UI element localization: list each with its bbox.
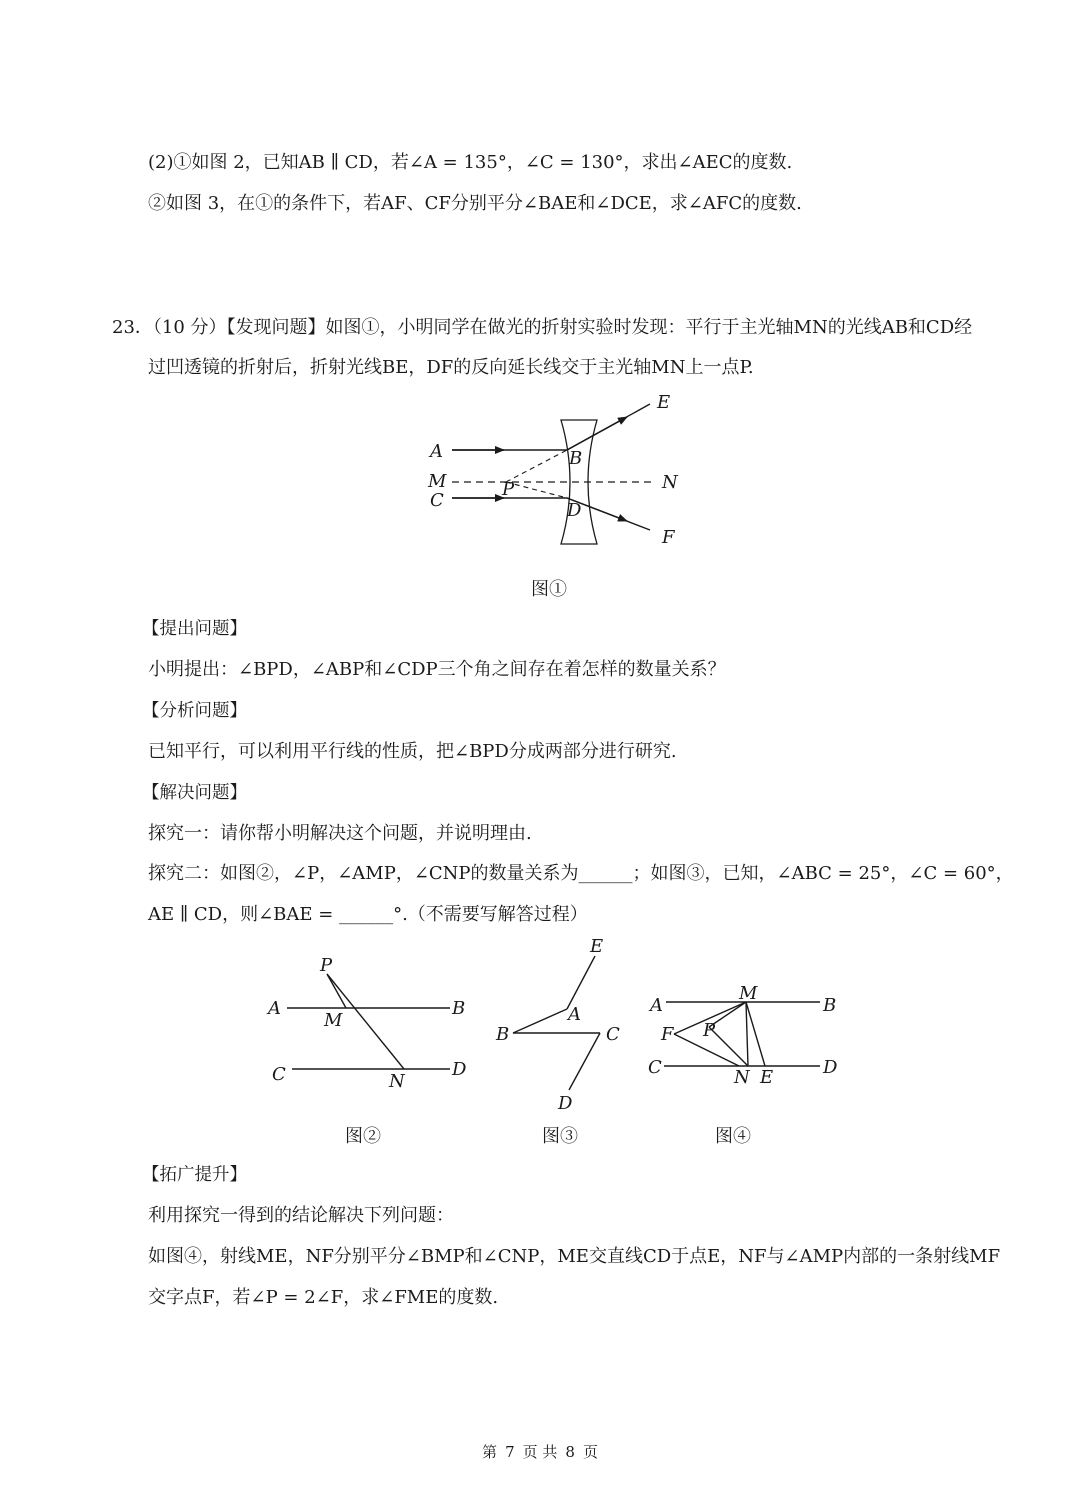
fig3-label-d: D bbox=[558, 1093, 573, 1114]
extend-text-2: 如图④，射线ME，NF分别平分∠BMP和∠CNP，ME交直线CD于点E，NF与∠AMP内部的一条射线MF bbox=[148, 1246, 1001, 1267]
fig3-label-b: B bbox=[496, 1024, 510, 1045]
fig4-label-c: C bbox=[648, 1057, 662, 1078]
fig1-label-n: N bbox=[662, 472, 678, 493]
fig1-label-a: A bbox=[430, 441, 443, 462]
section-solve-heading: 【解决问题】 bbox=[142, 783, 247, 803]
figure-4 bbox=[644, 980, 844, 1090]
fig1-label-b: B bbox=[569, 448, 583, 469]
q22-line-1: (2)①如图 2，已知AB ∥ CD，若∠A = 135°，∠C = 130°，求出∠AEC的度数. bbox=[148, 152, 793, 173]
q23-line-2: 过凹透镜的折射后，折射光线BE，DF的反向延长线交于主光轴MN上一点P. bbox=[148, 357, 754, 378]
fig3-segment-cd bbox=[569, 1033, 600, 1090]
fig3-label-c: C bbox=[606, 1024, 620, 1045]
figure-1-concave-lens bbox=[420, 388, 700, 558]
explore-1-text: 探究一：请你帮小明解决这个问题，并说明理由. bbox=[148, 823, 532, 844]
fig3-label-a: A bbox=[568, 1004, 581, 1025]
fig1-label-e: E bbox=[657, 392, 671, 413]
footer-page-number: 7 bbox=[505, 1443, 515, 1461]
figure-3 bbox=[490, 935, 630, 1115]
fig2-label-m: M bbox=[324, 1010, 343, 1031]
fig4-segment-me bbox=[746, 1002, 765, 1066]
fig4-label-p: P bbox=[703, 1020, 716, 1041]
section-extend-heading: 【拓广提升】 bbox=[142, 1165, 247, 1185]
fig4-label-a: A bbox=[650, 995, 663, 1016]
fig4-label-m: M bbox=[739, 983, 758, 1004]
figure-3-caption: 图③ bbox=[542, 1126, 578, 1147]
section-analyze-heading: 【分析问题】 bbox=[142, 701, 247, 721]
extension-pb bbox=[506, 450, 567, 482]
fig4-label-b: B bbox=[823, 995, 837, 1016]
figure-2 bbox=[262, 950, 482, 1100]
footer-suffix: 页 bbox=[582, 1443, 598, 1461]
footer-prefix: 第 bbox=[482, 1443, 498, 1461]
fig3-label-e: E bbox=[590, 936, 604, 957]
fig4-segment-mn bbox=[746, 1002, 748, 1066]
fig2-label-a: A bbox=[268, 998, 281, 1019]
fig2-label-c: C bbox=[272, 1064, 286, 1085]
fig1-label-p: P bbox=[502, 479, 515, 500]
analyze-text: 已知平行，可以利用平行线的性质，把∠BPD分成两部分进行研究. bbox=[148, 741, 677, 762]
fig2-label-b: B bbox=[452, 998, 466, 1019]
page-footer bbox=[0, 1441, 1080, 1462]
q22-line-2: ②如图 3，在①的条件下，若AF、CF分别平分∠BAE和∠DCE，求∠AFC的度数. bbox=[148, 193, 802, 214]
extend-text-3: 交字点F，若∠P = 2∠F，求∠FME的度数. bbox=[148, 1287, 499, 1308]
fig3-segment-ba bbox=[513, 1009, 567, 1033]
footer-middle: 页 共 bbox=[522, 1443, 558, 1461]
section-ask-heading: 【提出问题】 bbox=[142, 619, 247, 639]
fig1-label-c: C bbox=[430, 490, 444, 511]
fig4-label-f: F bbox=[661, 1024, 674, 1045]
figure-1-caption: 图① bbox=[531, 579, 567, 600]
fig2-label-n: N bbox=[389, 1071, 405, 1092]
ask-text: 小明提出：∠BPD，∠ABP和∠CDP三个角之间存在着怎样的数量关系？ bbox=[148, 659, 726, 680]
explore-2-line-1: 探究二：如图②，∠P，∠AMP，∠CNP的数量关系为______；如图③，已知，∠ABC = 25°，∠C = 60°， bbox=[148, 863, 1014, 884]
q23-line-1: 23．（10 分）【发现问题】如图①，小明同学在做光的折射实验时发现：平行于主光轴MN的光线AB和CD经 bbox=[112, 317, 973, 338]
fig1-label-d: D bbox=[567, 500, 582, 521]
fig2-label-d: D bbox=[452, 1059, 467, 1080]
extend-text-1: 利用探究一得到的结论解决下列问题： bbox=[148, 1205, 454, 1226]
fig1-label-m: M bbox=[428, 471, 447, 492]
fig4-label-e: E bbox=[760, 1067, 774, 1088]
fig2-label-p: P bbox=[320, 955, 333, 976]
fig1-label-f: F bbox=[662, 527, 675, 548]
fig3-segment-ae bbox=[567, 956, 595, 1009]
figure-4-caption: 图④ bbox=[715, 1126, 751, 1147]
fig4-label-n: N bbox=[734, 1067, 750, 1088]
fig4-label-d: D bbox=[823, 1057, 838, 1078]
fig2-segment-pm bbox=[327, 974, 346, 1008]
figure-2-caption: 图② bbox=[345, 1126, 381, 1147]
footer-total-pages: 8 bbox=[565, 1443, 575, 1461]
explore-2-line-2: AE ∥ CD，则∠BAE = ______°.（不需要写解答过程） bbox=[148, 904, 588, 925]
extension-pd bbox=[506, 482, 567, 498]
